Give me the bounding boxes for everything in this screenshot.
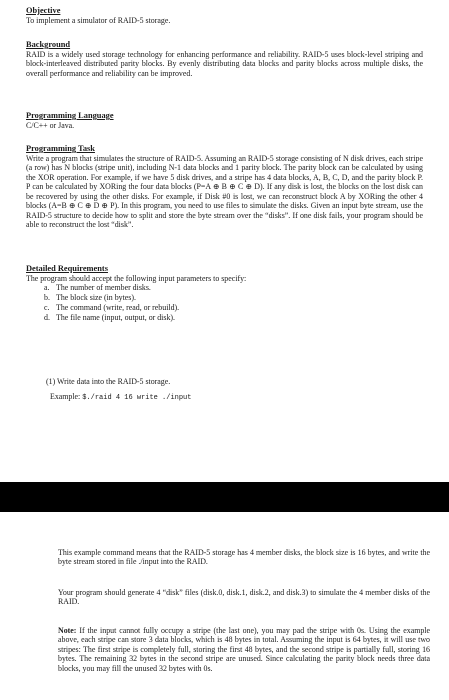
- requirements-intro: The program should accept the following input parameters to specify:: [26, 274, 247, 283]
- note-text: If the input cannot fully occupy a stripe (the last one), you may pad the stripe with 0s. Using the example above, each stripe can store 3 data blocks, which is 48 bytes in total. Assuming the input is 64 bytes, it will use two stripes: The first stripe is completely full, storing the first 48 bytes, and the second stripe is partially full, storing 16 bytes. The remaining 32 bytes in the second stripe are unused. Since calculating the parity block needs three data blocks, you may fill the unused 32 bytes with 0s.: [58, 626, 430, 673]
- language-section: [26, 111, 423, 130]
- note-label: Note:: [58, 626, 77, 635]
- objective-text: To implement a simulator of RAID-5 storage.: [26, 16, 171, 25]
- list-item: d. The file name (input, output, or disk).: [44, 312, 175, 322]
- write-step: [26, 377, 423, 404]
- page2-paragraph-2: Your program should generate 4 “disk” files (disk.0, disk.1, disk.2, and disk.3) to simulate the 4 member disks of the RAID.: [58, 588, 430, 607]
- objective-section: [26, 6, 423, 25]
- document-page-2: [0, 512, 449, 700]
- requirements-heading: Detailed Requirements: [26, 264, 108, 273]
- list-item: a. The number of member disks.: [44, 283, 151, 293]
- example-line: [50, 392, 423, 403]
- requirements-section: [26, 264, 423, 322]
- list-item: b. The block size (in bytes).: [44, 293, 136, 303]
- write-step-title: (1) Write data into the RAID-5 storage.: [46, 377, 171, 386]
- requirements-list: [44, 283, 423, 322]
- page-break-bar: [0, 482, 449, 512]
- background-text: RAID is a widely used storage technology for enhancing performance and reliability. RAID-5 uses block-level striping and block-interleaved distributed parity blocks. By evenly distributing data blocks and parity blocks across multiple disks, the overall performance and reliability can be improved.: [26, 50, 423, 78]
- language-text: C/C++ or Java.: [26, 121, 75, 130]
- page2-paragraph-1: This example command means that the RAID-5 storage has 4 member disks, the block size is 16 bytes, and write the byte stream stored in file ./input into the RAID.: [58, 548, 430, 567]
- example-command: $./raid 4 16 write ./input: [82, 394, 192, 403]
- background-section: [26, 40, 423, 78]
- list-item: c. The command (write, read, or rebuild).: [44, 302, 180, 312]
- language-heading: Programming Language: [26, 111, 114, 120]
- task-heading: Programming Task: [26, 144, 95, 153]
- example-label: Example:: [50, 392, 81, 402]
- note-paragraph: [58, 626, 430, 673]
- task-section: [26, 144, 423, 230]
- task-text: Write a program that simulates the structure of RAID-5. Assuming an RAID-5 storage consisting of N disk drives, each stripe (a row) has N blocks (stripe unit), including N-1 data blocks and 1 parity block. The parity block can be calculated by using the XOR operation. For example, if we have 5 disk drives, and a stripe has 4 data blocks, A, B, C, D, and the parity block P. P can be calculated by XORing the four data blocks (P=A ⊕ B ⊕ C ⊕ D). If any disk is lost, the blocks on the lost disk can be recovered by using the other disks. For example, if Disk #0 is lost, we can reconstruct block A by XORing the other 4 blocks (A=B ⊕ C ⊕ D ⊕ P). In this program, you need to use files to simulate the disks. Given an input byte stream, use the RAID-5 structure to decide how to split and store the byte stream over the “disks”. If one disk fails, your program should be able to reconstruct the lost “disk”.: [26, 154, 423, 230]
- background-heading: Background: [26, 40, 71, 49]
- objective-heading: Objective: [26, 6, 61, 15]
